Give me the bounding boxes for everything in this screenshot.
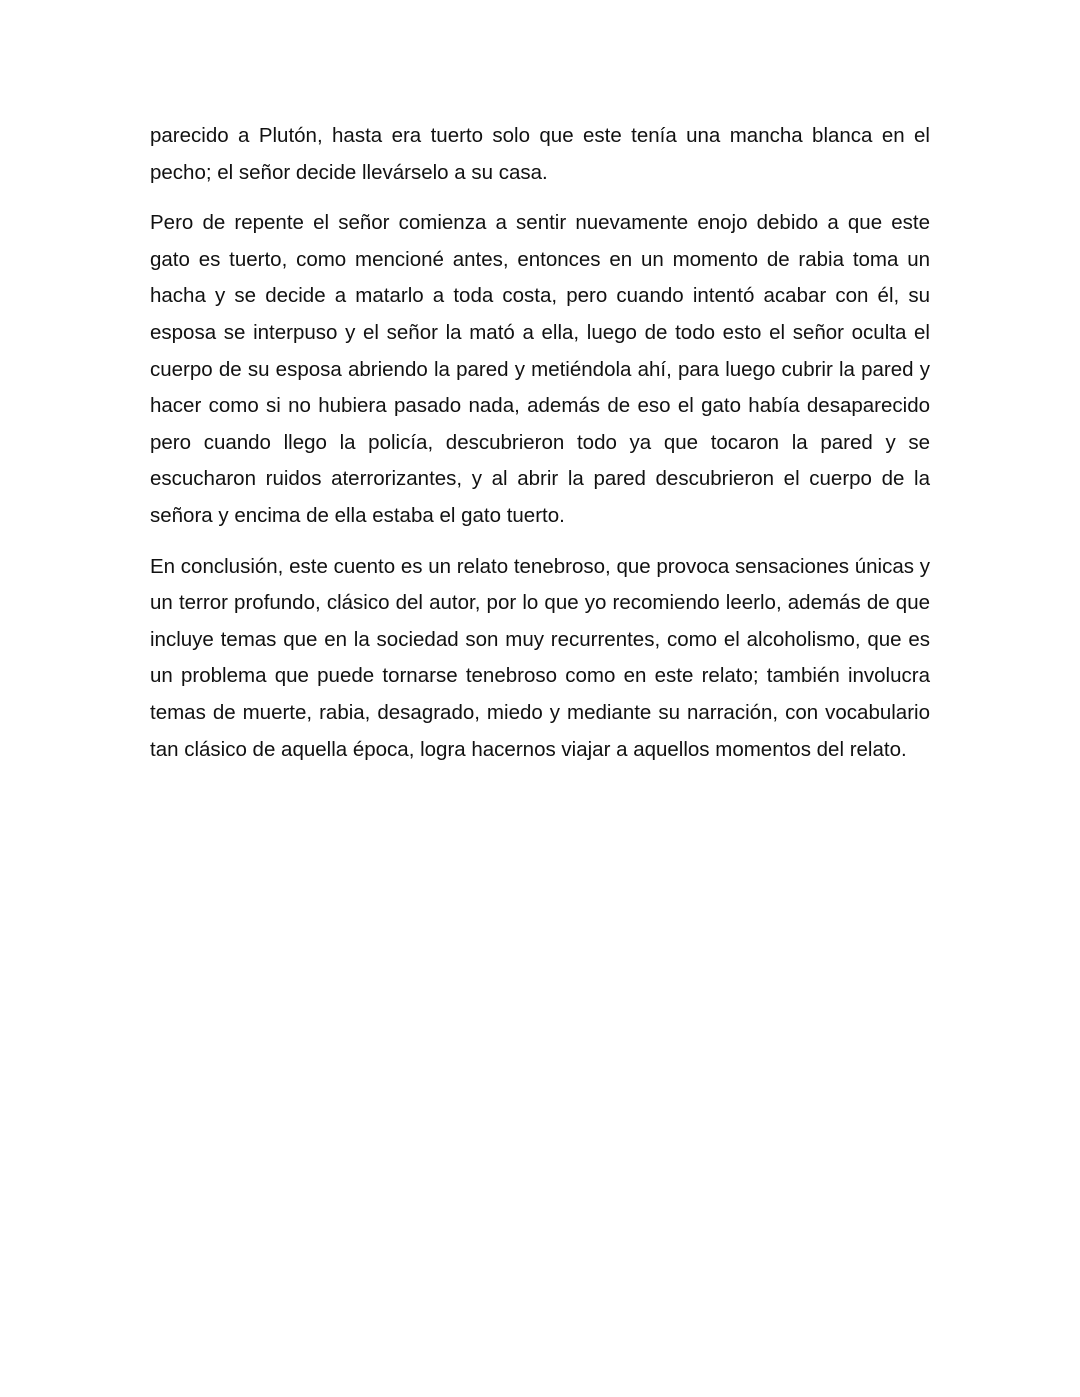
paragraph-1: parecido a Plutón, hasta era tuerto solo que este tenía una mancha blanca en el pecho; el señor decide llevárselo a su casa. — [150, 124, 930, 184]
paragraph-3: En conclusión, este cuento es un relato tenebroso, que provoca sensaciones únicas y un terror profundo, clásico del autor, por lo que yo recomiendo leerlo, además de que incluye temas que en la sociedad son muy recurrentes, como el alcoholismo, que es un problema que puede tornarse tenebroso como en este relato; también involucra temas de muerte, rabia, desagrado, miedo y mediante su narración, con vocabulario tan clásico de aquella época, logra hacernos viajar a aquellos momentos del relato. — [150, 554, 930, 761]
document-body — [150, 118, 930, 782]
paragraph-2: Pero de repente el señor comienza a sentir nuevamente enojo debido a que este gato es tuerto, como mencioné antes, entonces en un momento de rabia toma un hacha y se decide a matarlo a toda costa, pero cuando intentó acabar con él, su esposa se interpuso y el señor la mató a ella, luego de todo esto el señor oculta el cuerpo de su esposa abriendo la pared y metiéndola ahí, para luego cubrir la pared y hacer como si no hubiera pasado nada, además de eso el gato había desaparecido pero cuando llego la policía, descubrieron todo ya que tocaron la pared y se escucharon ruidos aterrorizantes, y al abrir la pared descubrieron el cuerpo de la señora y encima de ella estaba el gato tuerto. — [150, 211, 930, 527]
